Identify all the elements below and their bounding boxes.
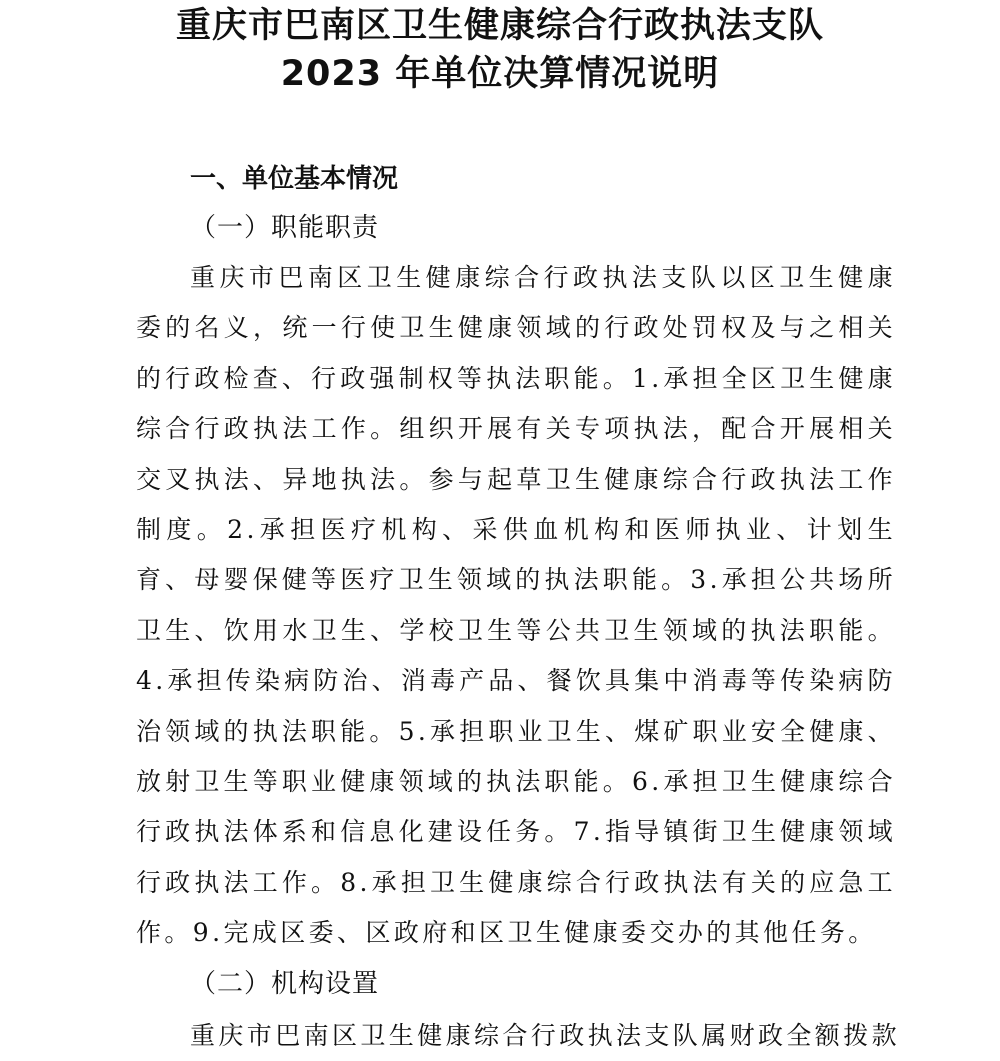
document-title-line2: 2023 年单位决算情况说明: [280, 54, 720, 94]
section-heading-basic-info: 一、单位基本情况: [190, 164, 399, 194]
subsection-heading-organization: （二）机构设置: [190, 969, 380, 999]
paragraph-functions: 重庆市巴南区卫生健康综合行政执法支队以区卫生健康委的名义，统一行使卫生健康领域的行政处罚权及与之相关的行政检查、行政强制权等执法职能。1.承担全区卫生健康综合行政执法工作。组织开展有关专项执法，配合开展相关交叉执法、异地执法。参与起草卫生健康综合行政执法工作制度。2.承担医疗机构、采供血机构和医师执业、计划生育、母婴保健等医疗卫生领域的执法职能。3.承担公共场所卫生、饮用水卫生、学校卫生等公共卫生领域的执法职能。4.承担传染病防治、消毒产品、餐饮具集中消毒等传染病防治领域的执法职能。5.承担职业卫生、煤矿职业安全健康、放射卫生等职业健康领域的执法职能。6.承担卫生健康综合行政执法体系和信息化建设任务。7.指导镇街卫生健康领域行政执法工作。8.承担卫生健康综合行政执法有关的应急工作。9.完成区委、区政府和区卫生健康委交办的其他任务。: [136, 263, 896, 948]
paragraph-organization: 重庆市巴南区卫生健康综合行政执法支队属财政全额拨款: [190, 1021, 901, 1050]
subsection-heading-functions: （一）职能职责: [190, 213, 380, 243]
document-title-line1: 重庆市巴南区卫生健康综合行政执法支队: [175, 6, 824, 46]
